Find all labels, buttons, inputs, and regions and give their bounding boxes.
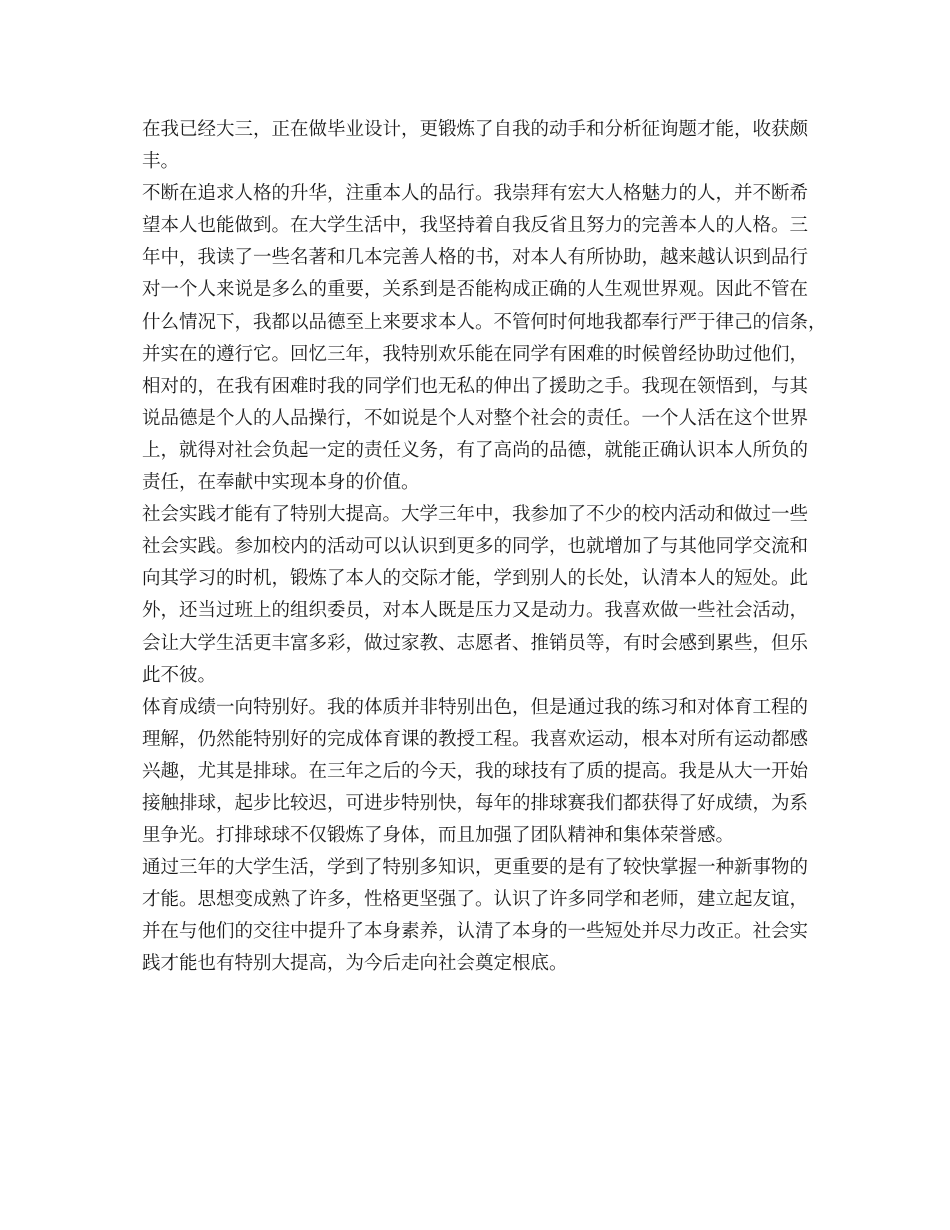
text-line: 理解，仍然能特别好的完成体育课的教授工程。我喜欢运动，根本对所有运动都感: [142, 728, 809, 750]
text-line: 什么情况下，我都以品德至上来要求本人。不管何时何地我都奉行严于律己的信条，: [142, 311, 827, 333]
text-line: 才能。思想变成熟了许多，性格更坚强了。认识了许多同学和老师，建立起友谊，: [142, 889, 809, 911]
text-line: 接触排球，起步比较迟，可进步特别快，每年的排球赛我们都获得了好成绩，为系: [142, 792, 809, 814]
text-line: 践才能也有特别大提高，为今后走向社会奠定根底。: [142, 953, 568, 975]
text-line: 里争光。打排球球不仅锻炼了身体，而且加强了团队精神和集体荣誉感。: [142, 825, 735, 847]
text-line: 体育成绩一向特别好。我的体质并非特别出色，但是通过我的练习和对体育工程的: [142, 696, 809, 718]
text-line: 对一个人来说是多么的重要，关系到是否能构成正确的人生观世界观。因此不管在: [142, 279, 809, 301]
text-line: 说品德是个人的人品操行，不如说是个人对整个社会的责任。一个人活在这个世界: [142, 407, 809, 429]
text-line: 兴趣，尤其是排球。在三年之后的今天，我的球技有了质的提高。我是从大一开始: [142, 760, 809, 782]
text-line: 丰。: [142, 151, 180, 173]
document-body: [142, 114, 827, 981]
text-line: 相对的，在我有困难时我的同学们也无私的伸出了援助之手。我现在领悟到，与其: [142, 375, 809, 397]
text-line: 此不彼。: [142, 664, 217, 686]
text-line: 年中，我读了一些名著和几本完善人格的书，对本人有所协助，越来越认识到品行: [142, 247, 809, 269]
text-line: 会让大学生活更丰富多彩，做过家教、志愿者、推销员等，有时会感到累些，但乐: [142, 632, 809, 654]
text-line: 通过三年的大学生活，学到了特别多知识，更重要的是有了较快掌握一种新事物的: [142, 857, 809, 879]
text-line: 社会实践才能有了特别大提高。大学三年中，我参加了不少的校内活动和做过一些: [142, 504, 809, 526]
text-line: 社会实践。参加校内的活动可以认识到更多的同学，也就增加了与其他同学交流和: [142, 536, 809, 558]
text-line: 上，就得对社会负起一定的责任义务，有了高尚的品德，就能正确认识本人所负的: [142, 439, 809, 461]
text-line: 并实在的遵行它。回忆三年，我特别欢乐能在同学有困难的时候曾经协助过他们，: [142, 343, 809, 365]
text-line: 外，还当过班上的组织委员，对本人既是压力又是动力。我喜欢做一些社会活动，: [142, 600, 809, 622]
text-line: 望本人也能做到。在大学生活中，我坚持着自我反省且努力的完善本人的人格。三: [142, 215, 809, 237]
text-line: 在我已经大三，正在做毕业设计，更锻炼了自我的动手和分析征询题才能，收获颇: [142, 119, 809, 140]
text-line: 并在与他们的交往中提升了本身素养，认清了本身的一些短处并尽力改正。社会实: [142, 921, 809, 943]
text-line: 责任，在奉献中实现本身的价值。: [142, 472, 420, 494]
text-line: 向其学习的时机，锻炼了本人的交际才能，学到别人的长处，认清本人的短处。此: [142, 568, 809, 590]
text-line: 不断在追求人格的升华，注重本人的品行。我崇拜有宏大人格魅力的人，并不断希: [142, 183, 809, 205]
